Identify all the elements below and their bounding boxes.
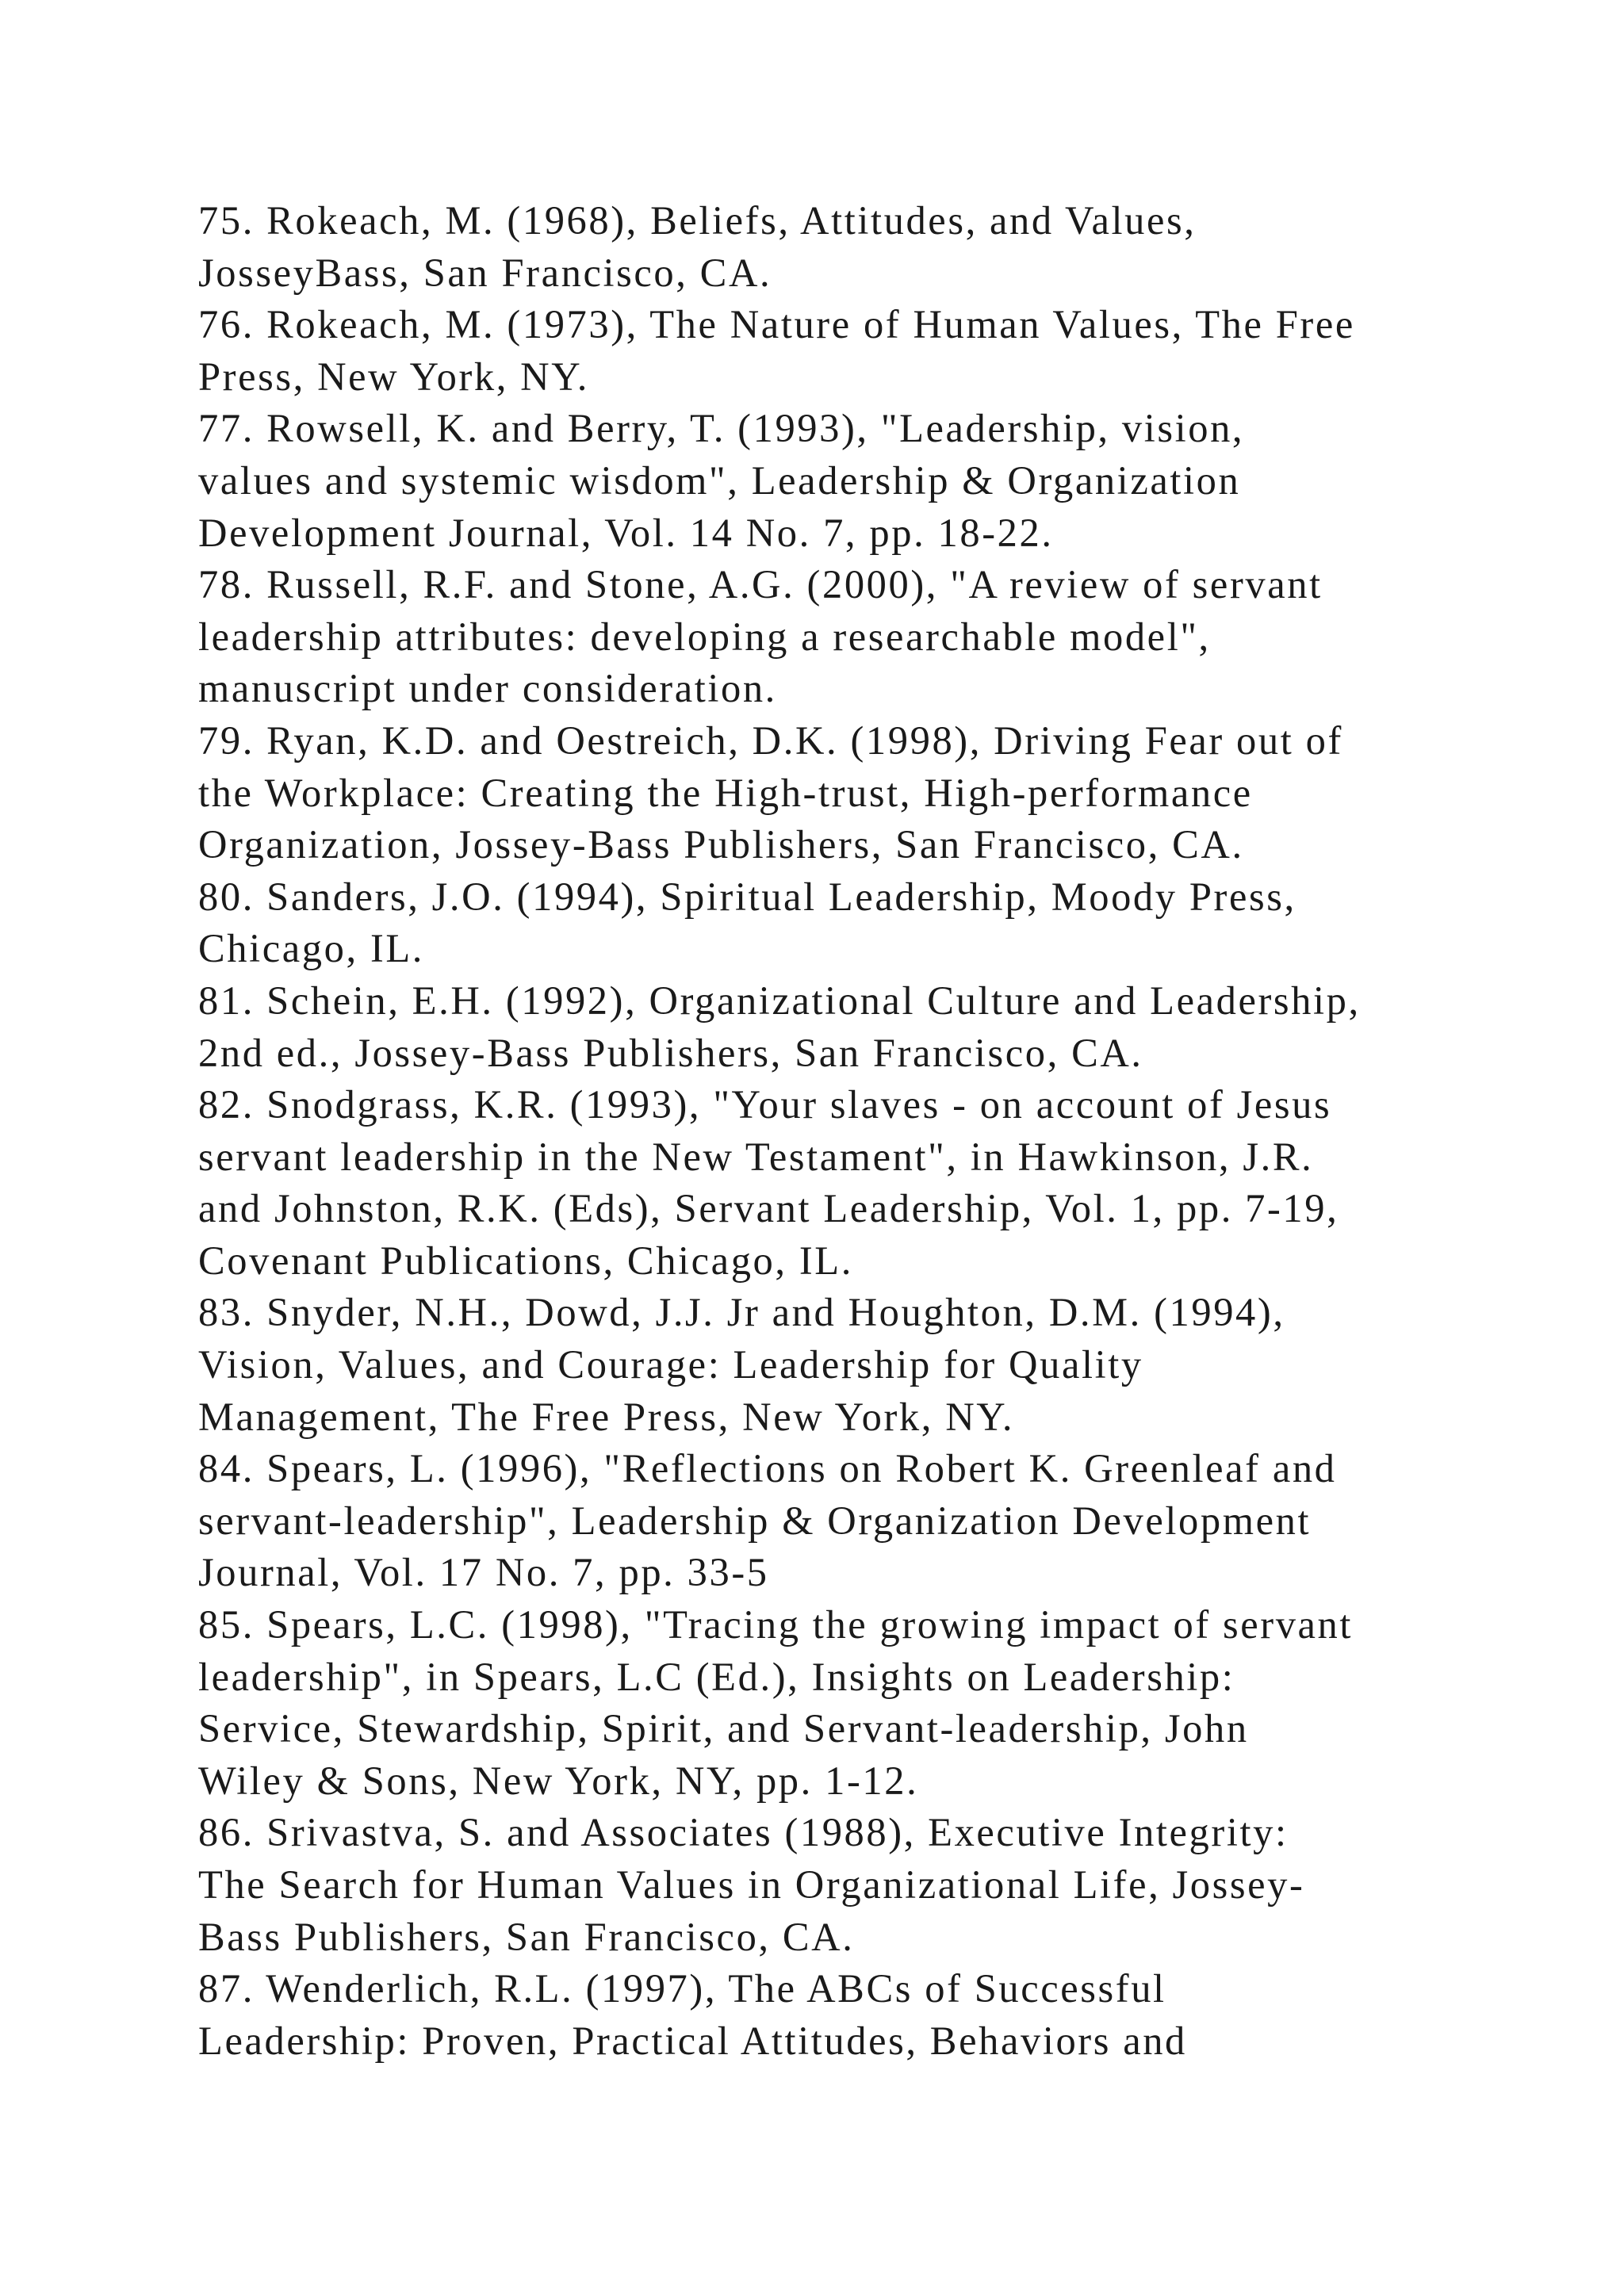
text-line: Journal, Vol. 17 No. 7, pp. 33-5 xyxy=(198,1550,769,1595)
text-line: 82. Snodgrass, K.R. (1993), "Your slaves - on account of Jesus xyxy=(198,1082,1332,1127)
text-line: 86. Srivastva, S. and Associates (1988), Executive Integrity: xyxy=(198,1810,1289,1855)
text-line: Vision, Values, and Courage: Leadership for Quality xyxy=(198,1342,1143,1387)
text-line: Leadership: Proven, Practical Attitudes, Behaviors and xyxy=(198,2018,1187,2063)
text-line: 83. Snyder, N.H., Dowd, J.J. Jr and Houghton, D.M. (1994), xyxy=(198,1290,1285,1335)
text-line: 76. Rokeach, M. (1973), The Nature of Human Values, The Free xyxy=(198,302,1355,347)
text-line: 87. Wenderlich, R.L. (1997), The ABCs of Successful xyxy=(198,1966,1166,2011)
text-line: Covenant Publications, Chicago, IL. xyxy=(198,1238,853,1283)
text-line: 78. Russell, R.F. and Stone, A.G. (2000), "A review of servant xyxy=(198,562,1323,607)
text-line: Chicago, IL. xyxy=(198,926,425,971)
text-line: the Workplace: Creating the High-trust, High-performance xyxy=(198,770,1253,815)
text-line: 79. Ryan, K.D. and Oestreich, D.K. (1998), Driving Fear out of xyxy=(198,718,1343,763)
text-line: leadership attributes: developing a researchable model", xyxy=(198,614,1211,659)
text-line: 2nd ed., Jossey-Bass Publishers, San Francisco, CA. xyxy=(198,1030,1143,1075)
text-line: Management, The Free Press, New York, NY. xyxy=(198,1394,1015,1439)
text-line: Development Journal, Vol. 14 No. 7, pp. 18-22. xyxy=(198,510,1054,555)
text-line: Organization, Jossey-Bass Publishers, San Francisco, CA. xyxy=(198,822,1244,867)
text-line: 80. Sanders, J.O. (1994), Spiritual Leadership, Moody Press, xyxy=(198,874,1297,919)
text-line: and Johnston, R.K. (Eds), Servant Leadership, Vol. 1, pp. 7-19, xyxy=(198,1186,1339,1231)
text-line: Press, New York, NY. xyxy=(198,354,590,399)
text-line: servant leadership in the New Testament", in Hawkinson, J.R. xyxy=(198,1134,1314,1179)
text-line: servant-leadership", Leadership & Organization Development xyxy=(198,1498,1312,1543)
text-line: JosseyBass, San Francisco, CA. xyxy=(198,250,772,295)
text-line: 77. Rowsell, K. and Berry, T. (1993), "Leadership, vision, xyxy=(198,406,1245,451)
text-line: 75. Rokeach, M. (1968), Beliefs, Attitudes, and Values, xyxy=(198,198,1197,243)
text-line: manuscript under consideration. xyxy=(198,666,777,711)
text-line: 84. Spears, L. (1996), "Reflections on Robert K. Greenleaf and xyxy=(198,1446,1337,1491)
text-line: 85. Spears, L.C. (1998), "Tracing the growing impact of servant xyxy=(198,1602,1354,1647)
text-line: leadership", in Spears, L.C (Ed.), Insights on Leadership: xyxy=(198,1654,1235,1699)
text-line: Bass Publishers, San Francisco, CA. xyxy=(198,1914,855,1959)
text-line: 81. Schein, E.H. (1992), Organizational Culture and Leadership, xyxy=(198,978,1361,1023)
text-line: values and systemic wisdom", Leadership & Organization xyxy=(198,457,1241,503)
text-line: The Search for Human Values in Organizational Life, Jossey- xyxy=(198,1862,1305,1907)
reference-list xyxy=(198,195,1483,2067)
text-line: Wiley & Sons, New York, NY, pp. 1-12. xyxy=(198,1758,919,1803)
text-line: Service, Stewardship, Spirit, and Servant-leadership, John xyxy=(198,1706,1249,1751)
